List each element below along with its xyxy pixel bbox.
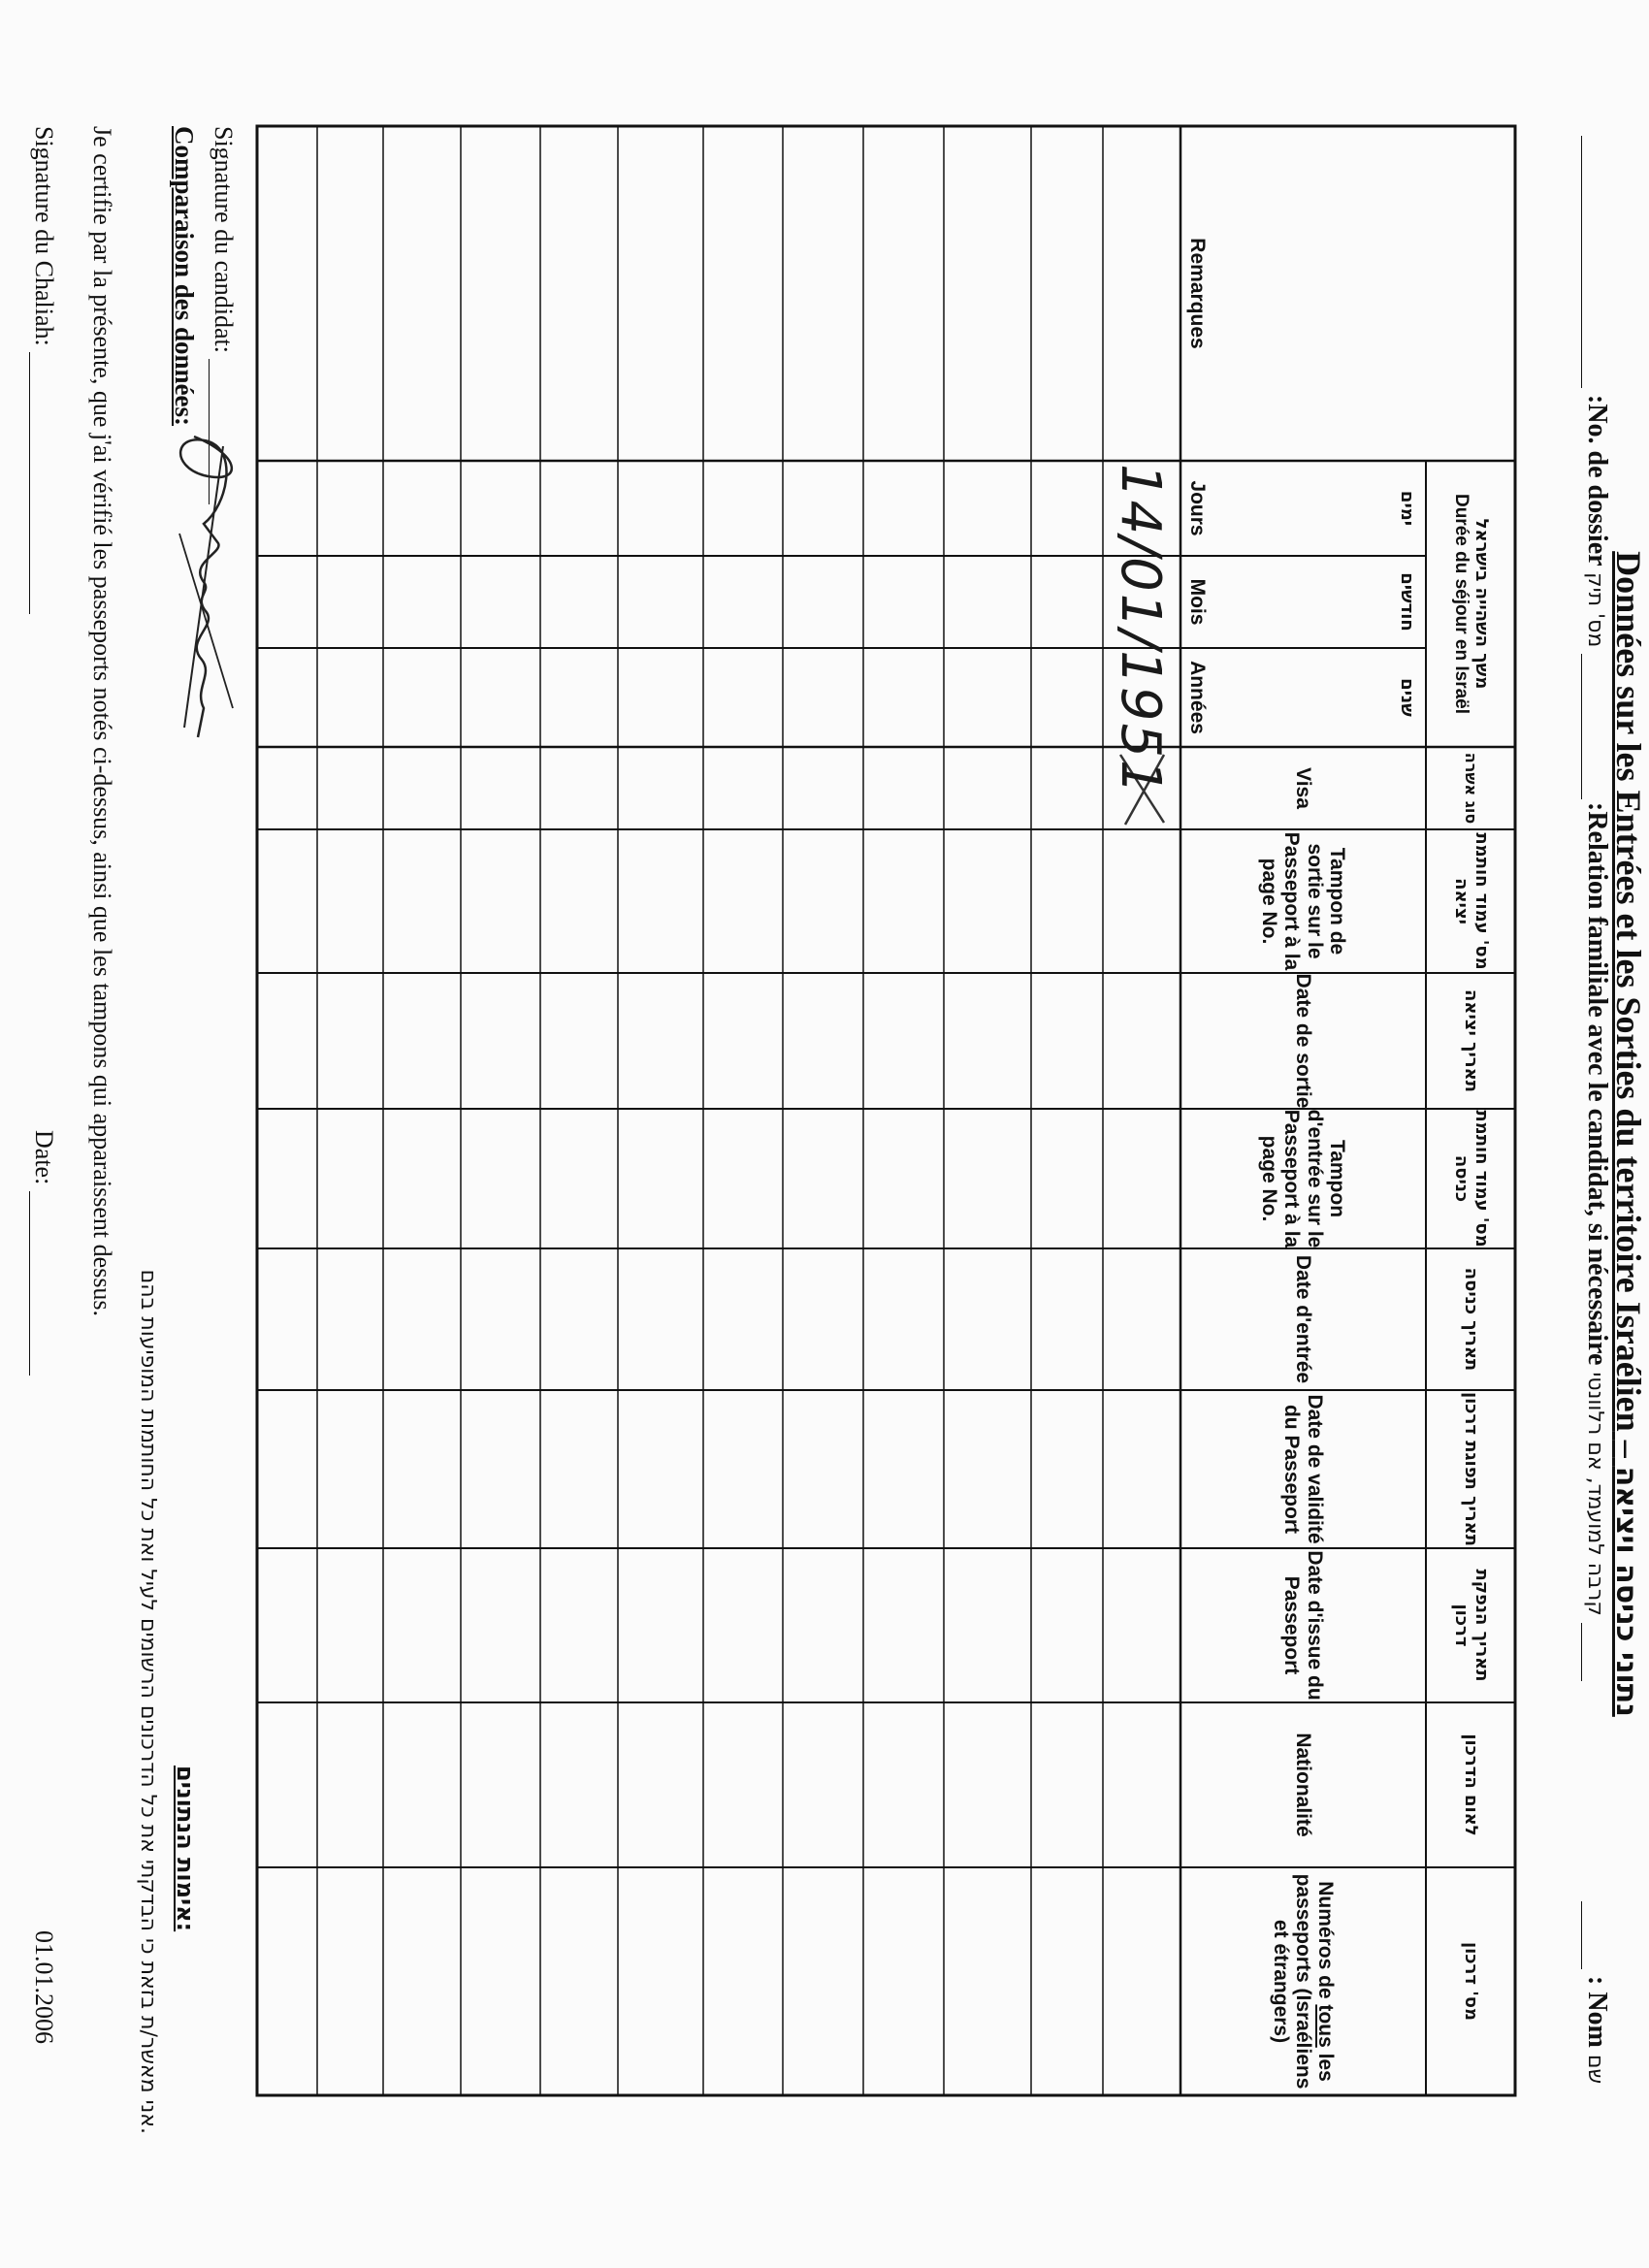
col-exit-stamp: Tampon de sortie sur le Passeport à la page No. bbox=[1258, 831, 1348, 971]
handwritten-date: 14/01/1951 bbox=[1109, 464, 1172, 796]
duration-group-fr: Durée du séjour en Israël bbox=[1450, 493, 1471, 715]
certify-text-he: אני מאשר/ת בזאת כי הבדקתי את כל הדרכונים הרשומים לעיל ואת כל החותמות המופיעות בהם. bbox=[136, 1269, 160, 2134]
chaliah-signature-line[interactable]: Signature du Chaliah: bbox=[29, 126, 58, 614]
relation-label: :Relation familiale avec le candidat, si nécessaire bbox=[1582, 802, 1612, 1366]
candidate-signature bbox=[155, 417, 262, 766]
col-entry-date: Date d'entrée bbox=[1292, 1254, 1315, 1384]
dossier-label: :No. de dossier bbox=[1582, 395, 1612, 567]
col-years: Années bbox=[1186, 661, 1210, 734]
relation-field[interactable]: :Relation familiale avec le candidat, si nécessaire קרבה למועמד, אם רלוונטי bbox=[1581, 757, 1612, 1681]
col-months: Mois bbox=[1186, 578, 1210, 626]
candidate-signature-line[interactable]: Signature du candidat: bbox=[209, 126, 238, 504]
col-he-days: ימים bbox=[1397, 490, 1418, 527]
title-hebrew: נתוני כניסה ויציאה bbox=[1609, 1466, 1643, 1717]
col-he-visa: סוג אשרה bbox=[1462, 752, 1481, 825]
col-validity-date: Date de validité du Passeport bbox=[1280, 1394, 1326, 1544]
certify-text-fr: Je certifie par la présente, que j'ai vérifié les passeports notés ci-dessus, ainsi que les tampons qui apparaissent dessus. bbox=[88, 126, 116, 1317]
col-issue-date: Date d'issue du Passeport bbox=[1280, 1550, 1326, 1701]
form-version-date: 01.01.2006 bbox=[30, 1930, 58, 2044]
name-label: : Nom bbox=[1582, 1976, 1612, 2048]
date-line[interactable]: Date: bbox=[29, 1130, 58, 1376]
col-exit-date: Date de sortie bbox=[1292, 973, 1315, 1109]
col-he-exit-stamp: מס' עמוד חותמת יציאה bbox=[1451, 832, 1492, 970]
col-he-entry-stamp: מס' עמוד חותמת כניסה bbox=[1451, 1110, 1492, 1247]
duration-group-he: משך השהייה בישראל Durée du séjour en Israël bbox=[1450, 493, 1493, 715]
col-passport-numbers: Numéros de tous les passeports (Israéliens et étrangers) bbox=[1269, 1873, 1338, 2090]
name-field[interactable]: : Nom שם bbox=[1581, 1901, 1612, 2084]
dossier-number-field[interactable]: :No. de dossier מס' תיק bbox=[1581, 136, 1612, 799]
col-entry-stamp: Tampon d'entrée sur le Passeport à la page No. bbox=[1258, 1109, 1348, 1248]
col-he-nationality: לאום הדרכון bbox=[1461, 1733, 1482, 1836]
col-he-exit-date: תאריך יציאה bbox=[1461, 988, 1482, 1093]
col-he-entry-date: תאריך כניסה bbox=[1461, 1267, 1482, 1372]
col-he-passport-numbers: מס' דרכון bbox=[1461, 1941, 1482, 2021]
col-visa: Visa bbox=[1292, 767, 1315, 809]
col-he-years: שנים bbox=[1397, 678, 1418, 717]
page-title: Données sur les Entrées et les Sorties du territoire Israélien – נתוני כניסה ויציאה bbox=[1609, 551, 1648, 1717]
comparison-heading: Comparaison des données: bbox=[170, 126, 199, 427]
title-french: Données sur les Entrées et les Sorties du territoire Israélien bbox=[1609, 551, 1648, 1432]
col-he-months: חודשים bbox=[1397, 572, 1418, 632]
col-days: Jours bbox=[1186, 480, 1210, 536]
col-remarks: Remarques bbox=[1186, 238, 1210, 349]
col-nationality: Nationalité bbox=[1292, 1733, 1315, 1837]
col-he-issue-date: תאריך הנפקת דרכון bbox=[1451, 1569, 1492, 1682]
comparison-heading-he: אימות הנתונים: bbox=[172, 1766, 199, 1932]
col-he-validity-date: תאריך תפוגת דרכון bbox=[1461, 1391, 1482, 1547]
